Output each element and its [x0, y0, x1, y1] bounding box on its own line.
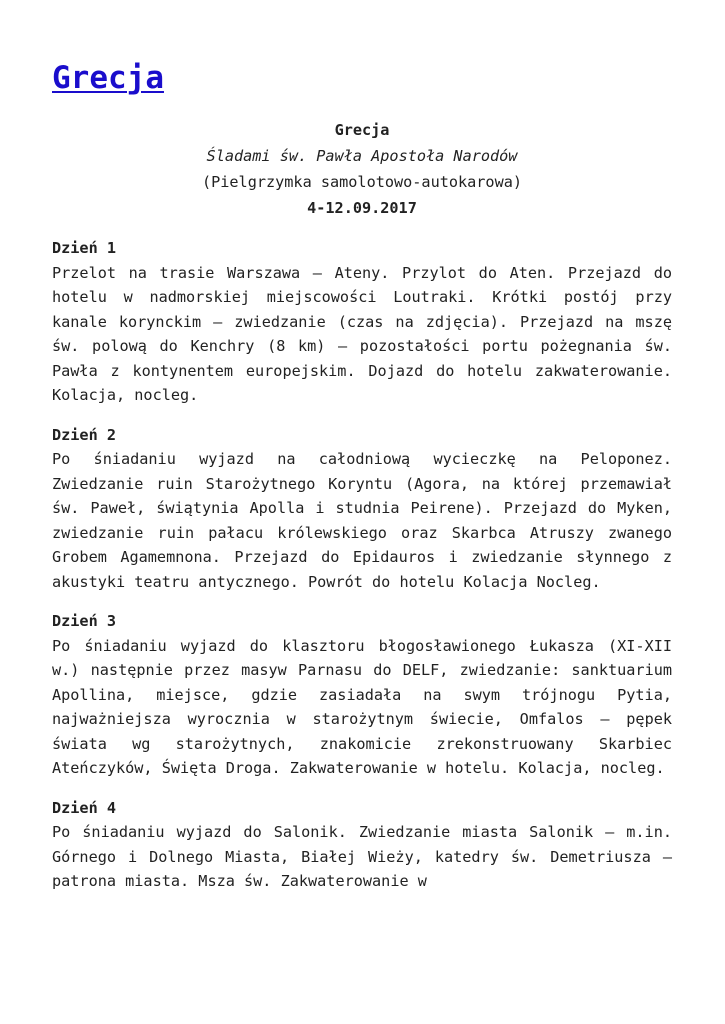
day-title: Dzień 4	[52, 798, 117, 817]
page-title-link[interactable]: Grecja	[52, 60, 164, 96]
day-description: Po śniadaniu wyjazd do Salonik. Zwiedzanie miasta Salonik – m.in. Górnego i Dolnego Miasta, Białej Wieży, katedry św. Demetriusza – patrona miasta. Msza św. Zakwaterowanie w	[52, 823, 672, 890]
trip-header	[52, 117, 672, 221]
document-page	[52, 56, 672, 894]
day-section-1	[52, 236, 672, 408]
day-title: Dzień 1	[52, 239, 117, 257]
page-title	[52, 56, 672, 100]
day-section-3	[52, 609, 672, 781]
day-section-2	[52, 423, 672, 595]
trip-subtitle: Śladami św. Pawła Apostoła Narodów	[206, 147, 518, 165]
trip-heading: Grecja	[334, 121, 390, 139]
day-title: Dzień 3	[52, 612, 117, 630]
day-section-4	[52, 796, 672, 894]
day-description: Przelot na trasie Warszawa – Ateny. Przylot do Aten. Przejazd do hotelu w nadmorskiej miejscowości Loutraki. Krótki postój przy kanale korynckim – zwiedzanie (czas na zdjęcia). Przejazd na mszę św. polową do Kenchry (8 km) – pozostałości portu pożegnania św. Pawła z kontynentem europejskim. Dojazd do hotelu zakwaterowanie. Kolacja, nocleg.	[52, 263, 672, 404]
day-title: Dzień 2	[52, 425, 117, 444]
day-description: Po śniadaniu wyjazd na całodniową wycieczkę na Peloponez. Zwiedzanie ruin Starożytnego Koryntu (Agora, na której przemawiał św. Paweł, świątynia Apolla i studnia Peirene). Przejazd do Myken, zwiedzanie ruin pałacu królewskiego oraz Skarbca Atruszy zwanego Grobem Agamemnona. Przejazd do Epidauros i zwiedzanie słynnego z akustyki teatru antycznego. Powrót do hotelu Kolacja Nocleg.	[52, 450, 672, 591]
day-description: Po śniadaniu wyjazd do klasztoru błogosławionego Łukasza (XI-XII w.) następnie przez masyw Parnasu do DELF, zwiedzanie: sanktuarium Apollina, miejsce, gdzie zasiadała na swym trójnogu Pytia, najważniejsza wyrocznia w starożytnym świecie, Omfalos – pępek świata wg starożytnych, znakomicie zrekonstruowany Skarbiec Ateńczyków, Święta Droga. Zakwaterowanie w hotelu. Kolacja, nocleg.	[52, 636, 672, 777]
trip-type: (Pielgrzymka samolotowo-autokarowa)	[201, 173, 523, 191]
trip-dates: 4-12.09.2017	[307, 199, 417, 217]
